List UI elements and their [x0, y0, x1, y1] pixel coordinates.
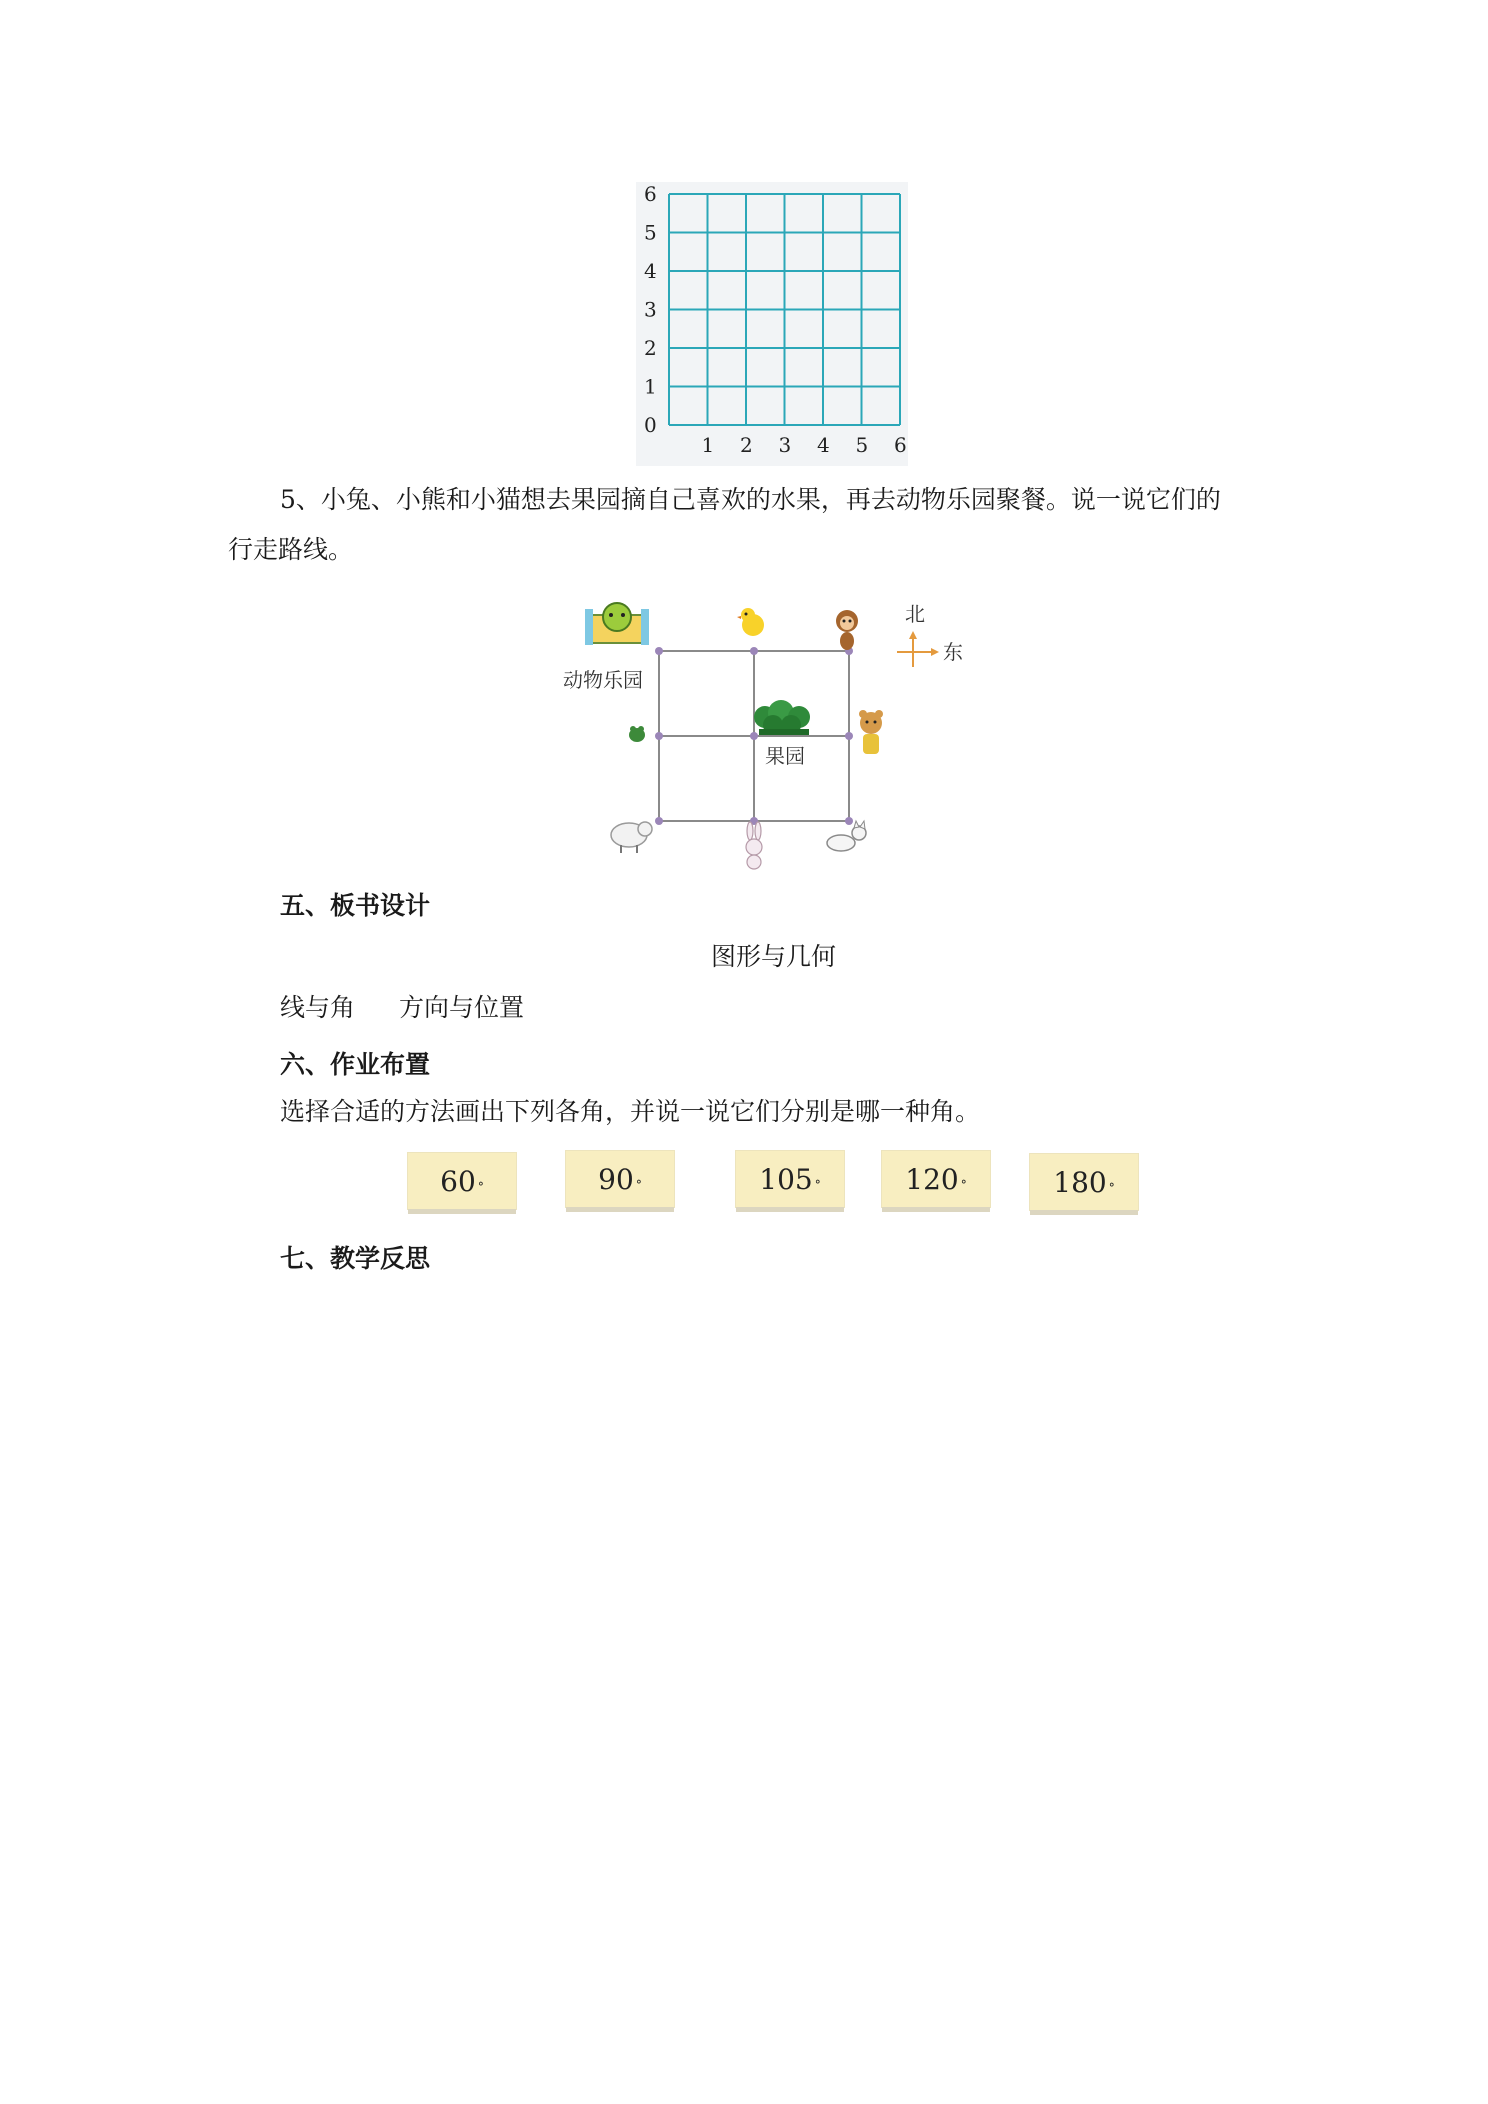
zoo-building-icon: [585, 603, 649, 645]
sheep-icon: [611, 822, 652, 853]
route-map-figure: [555, 585, 985, 877]
bear-icon: [859, 710, 883, 754]
angle-card-120: 120 °: [882, 1151, 990, 1207]
north-label: 北: [905, 602, 925, 626]
grid-x-label: 6: [894, 433, 907, 457]
grid-y-label: 2: [644, 336, 657, 360]
homework-text: 选择合适的方法画出下列各角，并说一说它们分别是哪一种角。: [280, 1097, 981, 1126]
grid-y-label: 1: [644, 374, 657, 399]
grid-x-label: 2: [740, 433, 753, 457]
chick-icon: [737, 608, 764, 636]
cat-icon: [827, 821, 866, 851]
frog-icon: [629, 726, 645, 742]
zoo-label: 动物乐园: [563, 668, 643, 692]
degree-sign: °: [635, 1178, 642, 1192]
east-label: 东: [943, 640, 963, 664]
angle-card-105: 105 °: [736, 1151, 844, 1207]
orchard-trees-icon: [754, 700, 810, 735]
monkey-icon: [836, 610, 858, 650]
section-7-title: 七、教学反思: [280, 1244, 431, 1273]
compass-icon: [897, 631, 939, 667]
grid-y-label: 5: [644, 220, 657, 245]
problem-5-line-1: 5、小兔、小熊和小猫想去果园摘自己喜欢的水果，再去动物乐园聚餐。说一说它们的: [280, 485, 1221, 514]
grid-y-label: 4: [644, 259, 657, 283]
grid-y-label: 3: [644, 297, 657, 322]
degree-sign: °: [814, 1178, 821, 1192]
grid-x-label: 3: [778, 433, 792, 457]
degree-sign: °: [477, 1180, 484, 1194]
grid-x-label: 4: [817, 433, 830, 457]
problem-5-line-2: 行走路线。: [228, 535, 354, 564]
board-items: [280, 984, 524, 1032]
degree-sign: °: [960, 1178, 967, 1192]
grid-x-label: 1: [701, 433, 715, 457]
section-6-title: 六、作业布置: [280, 1050, 431, 1079]
angle-card-90: 90 °: [566, 1151, 674, 1207]
degree-sign: °: [1108, 1181, 1115, 1195]
board-title: 图形与几何: [711, 942, 837, 971]
grid-x-label: 5: [855, 433, 869, 457]
grid-y-label: 6: [644, 182, 657, 206]
coordinate-grid: [636, 182, 908, 466]
orchard-label: 果园: [765, 744, 805, 768]
board-item-lines-angles: 线与角: [280, 993, 356, 1022]
grid-y-label: 0: [644, 413, 657, 437]
rabbit-icon: [746, 822, 762, 869]
coordinate-grid-figure: [636, 182, 908, 466]
board-item-direction-position: 方向与位置: [399, 993, 525, 1022]
route-map: [555, 585, 985, 877]
section-5-title: 五、板书设计: [280, 891, 431, 920]
angle-card-60: 60 °: [408, 1153, 516, 1209]
angle-card-180: 180 °: [1030, 1154, 1138, 1210]
